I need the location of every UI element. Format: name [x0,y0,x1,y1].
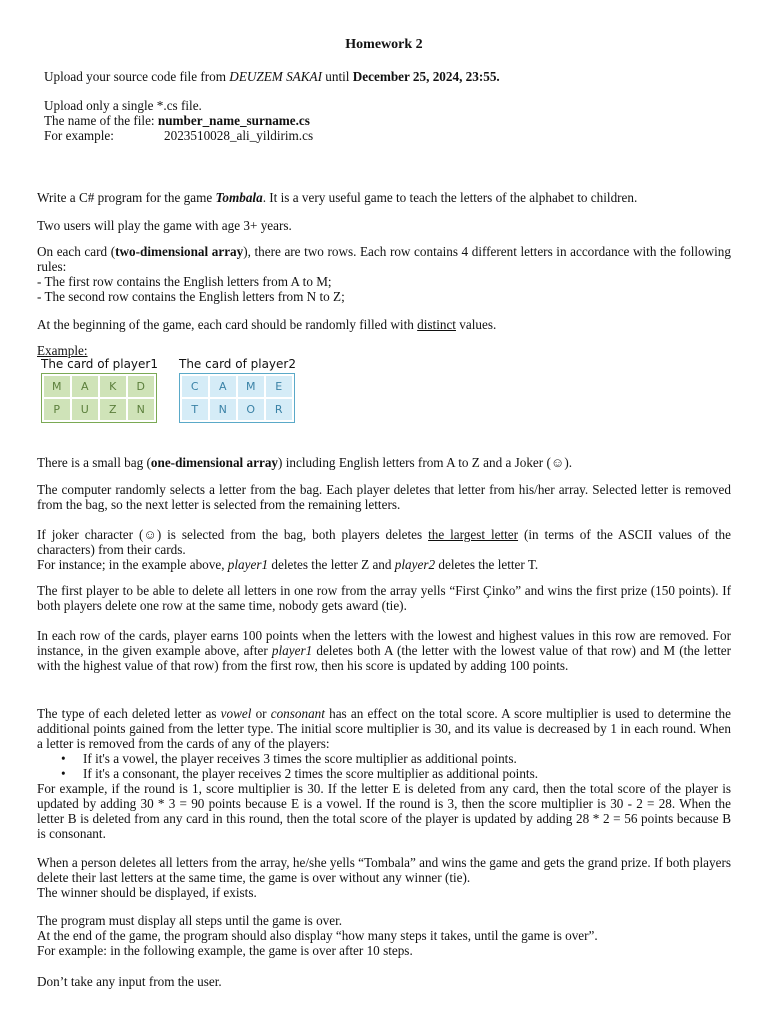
file-name-pattern: number_name_surname.cs [157,113,310,128]
card-rules-text [37,244,731,274]
joker-rule [37,527,731,557]
player2-ref: player2 [394,557,436,572]
player1-grid [41,373,157,423]
or-word: or [251,706,271,721]
card-cell: N [210,399,236,420]
card-cell: K [100,376,126,397]
random-fill-paragraph [37,317,731,332]
row-points-prefix: In each row of the cards, player earns 100 points when the letters with the lowest and highest values in this row are removed. For instance, in the given example above, after [37,628,731,658]
multiplier-prefix: The type of each deleted letter as [37,706,221,721]
card-cell: M [44,376,70,397]
distinct-word: distinct [417,317,456,332]
upload-deadline-mid: until [321,69,353,84]
bag-structure: one-dimensional array [150,455,279,470]
card-cell: O [238,399,264,420]
upload-deadline-prefix: Upload your source code file from [44,69,230,84]
card-cell: A [210,376,236,397]
card-cell: D [128,376,154,397]
card-cell: A [72,376,98,397]
player1-card [41,357,158,416]
card-rules [37,244,731,304]
deadline-date: December 25, 2024, 23:55. [352,69,500,84]
file-name-label: The name of the file: [44,113,158,128]
card-cell: M [238,376,264,397]
multiplier-suffix: has an effect on the total score. A score multiplier is used to determine the additional points gained from the letter type. The initial score multiplier is 30, and its value is decreased by 1 in each round. When a letter is removed from the cards of any of the players: [37,706,731,751]
consonant-term: consonant [270,706,325,721]
card-rules-prefix: On each card ( [37,244,116,259]
cinko-paragraph: The first player to be able to delete all letters in one row from the array yells “First Çinko” and wins the first prize (150 points). If both players delete one row at the same time, nobody gets award (tie). [37,583,731,613]
joker-instance [37,557,731,572]
rule-first-row: - The first row contains the English letters from A to M; [37,274,332,289]
player2-grid [179,373,295,423]
example-label: Example: [37,343,88,358]
intro-suffix: . It is a very useful game to teach the letters of the alphabet to children. [262,190,638,205]
joker-prefix: If joker character (☺) is selected from the bag, both players deletes [37,527,429,542]
largest-letter: the largest letter [428,527,519,542]
display-section [37,913,731,958]
upload-single-file: Upload only a single *.cs file. [44,98,202,113]
vowel-term: vowel [220,706,252,721]
instance-prefix: For instance; in the example above, [37,557,228,572]
instance-suffix: deletes the letter T. [435,557,539,572]
multiplier-intro [37,706,731,751]
card-cell: N [128,399,154,420]
row-points-suffix: deletes both A (the letter with the lowest value of that row) and M (the letter with the highest value of that row) from the first row, then his score is updated by adding 100 points. [37,643,731,673]
card-cell: C [182,376,208,397]
example-cards [37,357,307,429]
player1-ref: player1 [227,557,269,572]
multiplier-bullets [37,751,731,781]
card-structure: two-dimensional array [115,244,244,259]
vowel-bullet: • If it's a vowel, the player receives 3 times the score multiplier as additional points. [83,751,731,766]
tombala-section [37,855,731,900]
random-fill-suffix: values. [455,317,497,332]
player2-card-title: The card of player2 [179,357,296,371]
card-rules-suffix: ), there are two rows. Each row contains 4 different letters in accordance with the following rules: [37,244,731,274]
card-cell: R [266,399,292,420]
file-name-example [44,128,738,143]
random-fill-prefix: At the beginning of the game, each card should be randomly filled with [37,317,418,332]
joker-suffix: (in terms of the ASCII values of the characters) from their cards. [37,527,732,557]
upload-site: DEUZEM SAKAI [229,69,322,84]
consonant-bullet: • If it's a consonant, the player receives 2 times the score multiplier as additional points. [83,766,731,781]
selection-paragraph: The computer randomly selects a letter from the bag. Each player deletes that letter from his/her array. Selected letter is removed from the bag, so the next letter is selected from the remaining letters. [37,482,731,512]
multiplier-example: For example, if the round is 1, score multiplier is 30. If the letter E is deleted from any card, then the total score of the player is updated by adding 30 * 3 = 90 points because E is a vowel. If the round is 3, then the score multiplier is 30 - 2 = 28. When the letter B is deleted from any card in this round, then the total score of the player is updated by adding 28 * 2 = 56 points because B is consonant. [37,781,731,841]
bag-paragraph [37,455,731,470]
display-steps: The program must display all steps until the game is over. [37,913,343,928]
player2-card [179,357,296,416]
card-cell: P [44,399,70,420]
intro-paragraph [37,190,731,205]
display-step-count: At the end of the game, the program should also display “how many steps it takes, until the game is over”. [37,928,598,943]
players-paragraph: Two users will play the game with age 3+ years. [37,218,292,233]
bag-suffix: ) including English letters from A to Z and a Joker (☺). [278,455,573,470]
card-cell: E [266,376,292,397]
multiplier-section [37,706,731,841]
document-title: Homework 2 [345,37,423,52]
bag-prefix: There is a small bag ( [37,455,151,470]
card-cell: Z [100,399,126,420]
display-example: For example: in the following example, the game is over after 10 steps. [37,943,413,958]
winner-display: The winner should be displayed, if exists. [37,885,257,900]
file-name-rule [44,113,738,128]
no-input-note: Don’t take any input from the user. [37,974,222,989]
file-example-value: 2023510028_ali_yildirim.cs [164,128,314,143]
intro-prefix: Write a C# program for the game [37,190,216,205]
instance-mid: deletes the letter Z and [268,557,395,572]
game-name: Tombala [215,190,263,205]
card-cell: T [182,399,208,420]
card-cell: U [72,399,98,420]
row-points-paragraph [37,628,731,673]
player1-ref: player1 [271,643,313,658]
tombala-rule: When a person deletes all letters from the array, he/she yells “Tombala” and wins the game and gets the grand prize. If both players delete their last letters at the same time, the game is over without any winner (tie). [37,855,731,885]
file-example-label: For example: [44,128,114,143]
upload-deadline [44,69,738,84]
joker-paragraph [37,527,731,572]
player1-card-title: The card of player1 [41,357,158,371]
rule-second-row: - The second row contains the English letters from N to Z; [37,289,345,304]
